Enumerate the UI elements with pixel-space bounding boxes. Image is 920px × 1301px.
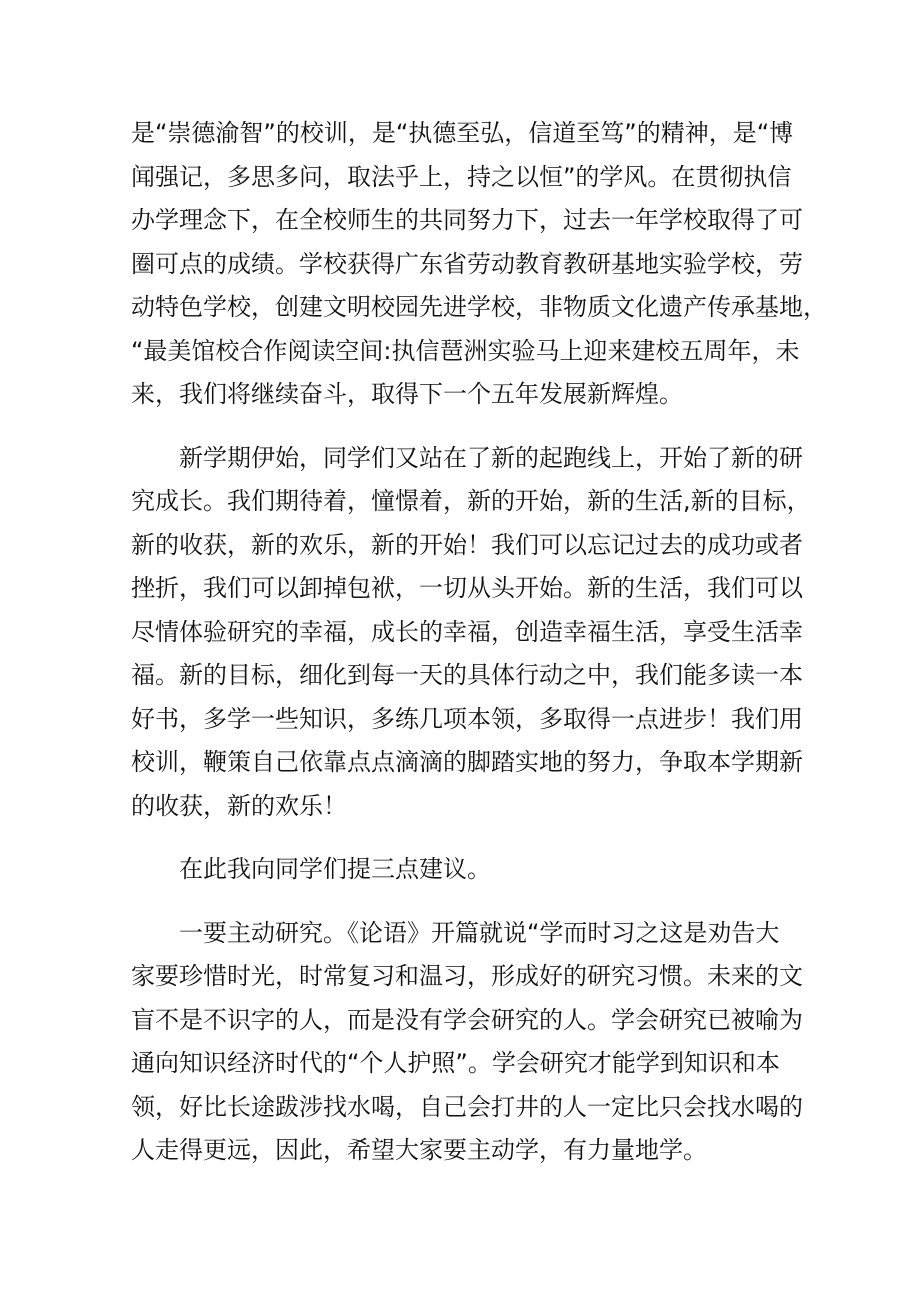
text-line: 尽情体验研究的幸福，成长的幸福，创造幸福生活，享受生活幸 <box>131 617 803 646</box>
text-line: 究成长。我们期待着，憧憬着，新的开始，新的生活,新的目标， <box>131 487 811 515</box>
text-line: 来，我们将继续奋斗，取得下一个五年发展新辉煌。 <box>131 380 683 408</box>
text-line: “最美馆校合作阅读空间:执信琶洲实验马上迎来建校五周年，未 <box>131 336 800 365</box>
paragraph-2 <box>131 437 811 829</box>
text-line: 是“崇德渝智”的校训，是“执德至弘，信道至笃”的精神，是“博 <box>131 119 794 147</box>
text-line: 好书，多学一些知识，多练几项本领，多取得一点进步！我们用 <box>131 704 803 733</box>
text-line: 动特色学校，创建文明校园先进学校，非物质文化遗产传承基地， <box>131 293 827 321</box>
text-line: 家要珍惜时光，时常复习和温习，形成好的研究习惯。未来的文 <box>131 962 803 990</box>
paragraph-1 <box>131 112 827 417</box>
text-line: 在此我向同学们提三点建议。 <box>179 855 491 883</box>
text-line: 人走得更远，因此，希望大家要主动学，有力量地学。 <box>131 1136 707 1164</box>
text-line: 通向知识经济时代的“个人护照”。学会研究才能学到知识和本 <box>131 1049 780 1077</box>
text-line: 的收获，新的欢乐！ <box>131 791 347 820</box>
text-line: 领，好比长途跋涉找水喝，自己会打井的人一定比只会找水喝的 <box>131 1092 803 1121</box>
text-line: 新学期伊始，同学们又站在了新的起跑线上，开始了新的研 <box>179 443 803 472</box>
paragraph-3 <box>131 848 801 892</box>
text-line: 校训，鞭策自己依靠点点滴滴的脚踏实地的努力，争取本学期新 <box>131 748 803 776</box>
text-line: 闻强记，多思多问，取法乎上，持之以恒”的学风。在贯彻执信 <box>131 162 792 191</box>
text-line: 圈可点的成绩。学校获得广东省劳动教育教研基地实验学校，劳 <box>131 249 803 278</box>
text-line: 挫折，我们可以卸掉包袱，一切从头开始。新的生活，我们可以 <box>131 574 803 602</box>
text-line: 盲不是不识字的人，而是没有学会研究的人。学会研究已被喻为 <box>131 1005 803 1034</box>
text-line: 一要主动研究。《论语》开篇就说“学而时习之这是劝告大 <box>179 918 780 947</box>
text-line: 办学理念下，在全校师生的共同努力下，过去一年学校取得了可 <box>131 206 803 234</box>
text-line: 新的收获，新的欢乐，新的开始！我们可以忘记过去的成功或者 <box>131 530 803 559</box>
document-body <box>131 112 827 1193</box>
paragraph-4 <box>131 912 801 1173</box>
text-line: 福。新的目标，细化到每一天的具体行动之中，我们能多读一本 <box>131 661 803 689</box>
